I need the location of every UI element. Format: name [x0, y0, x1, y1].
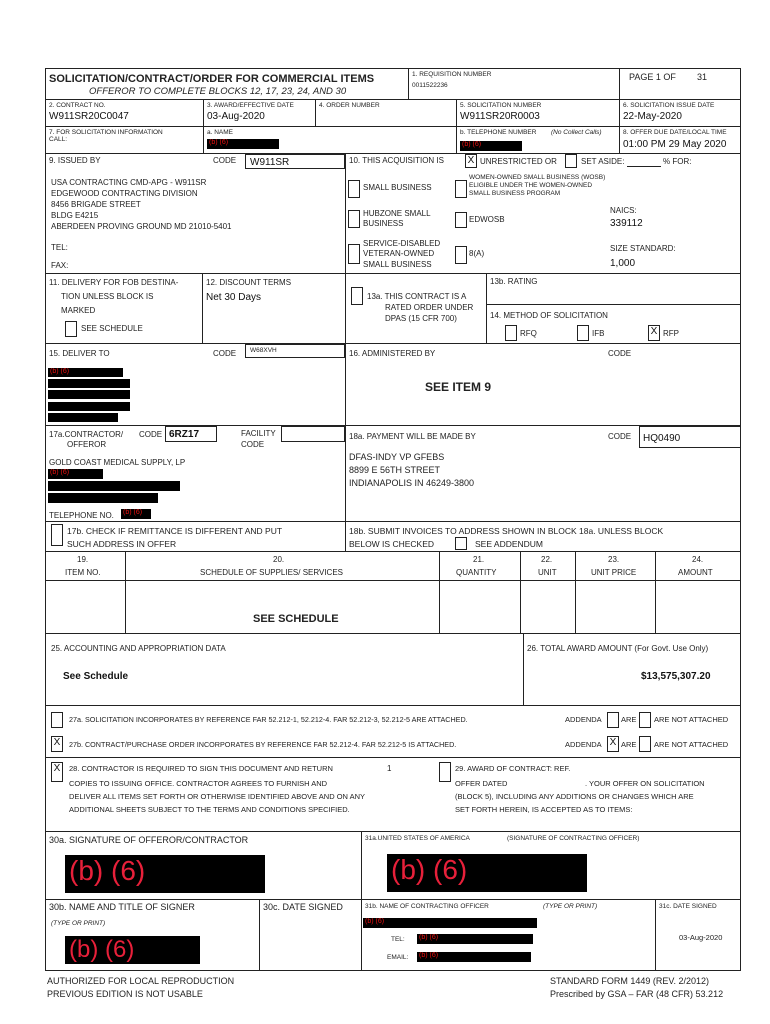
29-line-4: SET FORTH HEREIN, IS ACCEPTED AS TO ITEMS: — [455, 805, 633, 814]
issued-by-line-5: ABERDEEN PROVING GROUND MD 21010-5401 — [51, 222, 232, 231]
sdvosb-label-3: SMALL BUSINESS — [363, 260, 432, 269]
ifb-label: IFB — [592, 329, 605, 338]
phone-redaction: (b) (6) — [460, 141, 522, 151]
accounting-label: 25. ACCOUNTING AND APPROPRIATION DATA — [51, 644, 226, 653]
award-date: 03-Aug-2020 — [207, 111, 265, 122]
27a-are-not-checkbox[interactable] — [639, 712, 651, 728]
invoice-label-2: BELOW IS CHECKED — [349, 539, 435, 549]
sdvosb-label-2: VETERAN-OWNED — [363, 249, 435, 258]
size-standard-label: SIZE STANDARD: — [610, 244, 676, 253]
rfp-checkbox[interactable]: X — [648, 325, 660, 341]
usa-sig-redaction: (b) (6) — [387, 854, 587, 892]
contractor-name: GOLD COAST MEDICAL SUPPLY, LP — [49, 458, 186, 467]
delivery-label-2: TION UNLESS BLOCK IS — [61, 292, 154, 301]
payment-line-1: DFAS-INDY VP GFEBS — [349, 452, 445, 462]
hubzone-label-2: BUSINESS — [363, 219, 404, 228]
29-line-2: OFFER DATED — [455, 779, 508, 788]
method-label: 14. METHOD OF SOLICITATION — [490, 311, 608, 320]
footer-left-2: PREVIOUS EDITION IS NOT USABLE — [47, 989, 203, 999]
accounting-value: See Schedule — [63, 671, 129, 682]
col-unit-price-num: 23. — [608, 555, 620, 564]
usa-label: 31a.UNITED STATES OF AMERICA — [365, 835, 470, 842]
27a-are-not: ARE NOT ATTACHED — [654, 715, 729, 724]
date-signed-31c: 03-Aug-2020 — [679, 933, 723, 942]
schedule-see-schedule: SEE SCHEDULE — [253, 613, 339, 625]
issued-by-tel-label: TEL: — [51, 243, 68, 252]
col-amount-num: 24. — [692, 555, 704, 564]
27a-are-checkbox[interactable] — [607, 712, 619, 728]
29-line-1: 29. AWARD OF CONTRACT: REF. — [455, 764, 571, 773]
issue-date: 22-May-2020 — [623, 111, 682, 122]
eight-a-checkbox[interactable] — [455, 246, 467, 264]
name-redaction: (b) (6) — [207, 139, 279, 149]
rated-order-label-2: RATED ORDER UNDER — [385, 303, 474, 312]
rfp-label: RFP — [663, 329, 679, 338]
col-supplies-num: 20. — [273, 555, 285, 564]
rating-label: 13b. RATING — [490, 277, 538, 286]
see-schedule-checkbox[interactable] — [65, 321, 77, 337]
page-total: 31 — [697, 72, 708, 82]
issued-by-label: 9. ISSUED BY — [49, 156, 101, 165]
deliver-to-redaction-2 — [48, 379, 130, 388]
contractor-code-label: CODE — [139, 430, 163, 439]
footer-right-2: Prescribed by GSA – FAR (48 CFR) 53.212 — [550, 989, 724, 999]
contractor-label-2: OFFEROR — [67, 440, 107, 449]
usa-sig-label: (SIGNATURE OF CONTRACTING OFFICER) — [507, 835, 640, 842]
facility-label-2: CODE — [241, 440, 265, 449]
issued-by-fax-label: FAX: — [51, 261, 69, 270]
col-supplies: SCHEDULE OF SUPPLIES/ SERVICES — [200, 568, 344, 577]
telephone-label: TELEPHONE NO. — [49, 511, 114, 520]
delivery-label-1: 11. DELIVERY FOR FOB DESTINA- — [49, 278, 179, 287]
eight-a-label: 8(A) — [469, 249, 485, 258]
col-item-no: ITEM NO. — [65, 568, 101, 577]
naics-label: NAICS: — [610, 206, 637, 215]
requisition-value: 0011522236 — [412, 82, 448, 89]
addendum-checkbox[interactable] — [455, 537, 467, 550]
wosb-label-3: SMALL BUSINESS PROGRAM — [469, 190, 561, 197]
co-email-label: EMAIL: — [387, 954, 409, 961]
order-no-label: 4. ORDER NUMBER — [319, 102, 380, 109]
col-quantity-num: 21. — [473, 555, 485, 564]
27a-text: 27a. SOLICITATION INCORPORATES BY REFERENCE FAR 52.212-1, 52.212-4. FAR 52.212-3, 52.212-5 ARE ATTACHED. — [69, 715, 468, 724]
co-type-print: (TYPE OR PRINT) — [543, 903, 598, 910]
28-line-2: COPIES TO ISSUING OFFICE. CONTRACTOR AGREES TO FURNISH AND — [69, 779, 328, 788]
deliver-to-redaction-5 — [48, 413, 118, 422]
co-tel-redaction: (b) (6) — [417, 934, 533, 944]
issued-by-line-4: BLDG E4215 — [51, 211, 99, 220]
date-signed-31c-label: 31c. DATE SIGNED — [659, 903, 717, 910]
payment-line-2: 8899 E 56TH STREET — [349, 465, 441, 475]
naics-value: 339112 — [610, 218, 643, 229]
total-award-amount: $13,575,307.20 — [641, 671, 711, 682]
name-label: a. NAME — [207, 129, 234, 136]
size-standard-value: 1,000 — [610, 258, 636, 269]
29-line-3: (BLOCK 5), INCLUDING ANY ADDITIONS OR CHANGES WHICH ARE — [455, 792, 694, 801]
footer-left-1: AUTHORIZED FOR LOCAL REPRODUCTION — [47, 976, 235, 986]
solicitation-no-label: 5. SOLICITATION NUMBER — [460, 102, 542, 109]
issued-by-code-label: CODE — [213, 156, 237, 165]
edwosb-label: EDWOSB — [469, 215, 505, 224]
small-business-checkbox[interactable] — [348, 180, 360, 198]
27b-are-checkbox[interactable]: X — [607, 736, 619, 752]
discount-terms-label: 12. DISCOUNT TERMS — [206, 278, 292, 287]
date-signed-30c-label: 30c. DATE SIGNED — [263, 902, 343, 912]
discount-terms: Net 30 Days — [206, 292, 262, 303]
28-checkbox[interactable]: X — [51, 762, 63, 782]
contractor-redaction-1: (b) (6) — [48, 469, 103, 479]
delivery-label-3: MARKED — [61, 306, 96, 315]
form-subtitle: OFFEROR TO COMPLETE BLOCKS 12, 17, 23, 24, AND 30 — [89, 86, 347, 97]
info-call-label: 7. FOR SOLICITATION INFORMATION CALL: — [49, 129, 163, 143]
27a-addenda: ADDENDA — [565, 715, 602, 724]
28-line-1: 28. CONTRACTOR IS REQUIRED TO SIGN THIS DOCUMENT AND RETURN — [69, 764, 333, 773]
signer-redaction: (b) (6) — [65, 936, 200, 964]
footer-right-1: STANDARD FORM 1449 (REV. 2/2012) — [550, 976, 710, 986]
total-award-label: 26. TOTAL AWARD AMOUNT (For Govt. Use Only) — [527, 644, 709, 653]
percent-for-label: % FOR: — [663, 157, 692, 166]
set-aside-label: SET ASIDE: — [581, 157, 625, 166]
29-line-2b: . YOUR OFFER ON SOLICITATION — [585, 779, 705, 788]
payment-label: 18a. PAYMENT WILL BE MADE BY — [349, 432, 476, 441]
contractor-label-1: 17a.CONTRACTOR/ — [49, 430, 124, 439]
signer-type-print: (TYPE OR PRINT) — [51, 920, 106, 927]
27b-are-not: ARE NOT ATTACHED — [654, 740, 729, 749]
col-unit-num: 22. — [541, 555, 553, 564]
contract-no-label: 2. CONTRACT NO. — [49, 102, 106, 109]
payment-code: HQ0490 — [643, 433, 681, 444]
small-business-label: SMALL BUSINESS — [363, 183, 432, 192]
27b-checkbox[interactable]: X — [51, 736, 63, 752]
co-email-redaction: (b) (6) — [417, 952, 531, 962]
col-unit: UNIT — [538, 568, 557, 577]
payment-line-3: INDIANAPOLIS IN 46249-3800 — [349, 478, 475, 488]
administered-by-label: 16. ADMINISTERED BY — [349, 349, 436, 358]
rated-order-checkbox[interactable] — [351, 287, 363, 305]
issued-by-code: W911SR — [250, 157, 290, 168]
acquisition-label: 10. THIS ACQUISITION IS — [349, 156, 444, 165]
page-label: PAGE 1 OF — [629, 72, 676, 82]
ifb-checkbox[interactable] — [577, 325, 589, 341]
27b-text: 27b. CONTRACT/PURCHASE ORDER INCORPORATES BY REFERENCE FAR 52.212-4. FAR 52.212-5 IS ATTACHED. — [69, 740, 457, 749]
contractor-redaction-2 — [48, 481, 180, 491]
issued-by-line-2: EDGEWOOD CONTRACTING DIVISION — [51, 189, 198, 198]
payment-code-label: CODE — [608, 432, 632, 441]
unrestricted-checkbox[interactable]: X — [465, 154, 477, 168]
form-sf1449 — [45, 68, 741, 971]
contract-no: W911SR20C0047 — [49, 111, 129, 122]
sdvosb-checkbox[interactable] — [348, 244, 360, 264]
remittance-label-1: 17b. CHECK IF REMITTANCE IS DIFFERENT AND PUT — [67, 526, 283, 536]
telephone-redaction: (b) (6) — [121, 509, 151, 519]
administered-code-label: CODE — [608, 349, 632, 358]
hubzone-label-1: HUBZONE SMALL — [363, 209, 431, 218]
unrestricted-label: UNRESTRICTED OR — [480, 157, 557, 166]
deliver-to-code: W68XVH — [250, 347, 277, 354]
deliver-to-label: 15. DELIVER TO — [49, 349, 110, 358]
phone-note: (No Collect Calls) — [551, 129, 602, 136]
rated-order-label-3: DPAS (15 CFR 700) — [385, 314, 457, 323]
sig-offeror-redaction: (b) (6) — [65, 855, 265, 893]
issue-date-label: 6. SOLICITATION ISSUE DATE — [623, 102, 715, 109]
set-aside-checkbox[interactable] — [565, 154, 577, 168]
remittance-checkbox[interactable] — [51, 524, 63, 546]
deliver-to-redaction-3 — [48, 390, 130, 399]
form-title: SOLICITATION/CONTRACT/ORDER FOR COMMERCIAL ITEMS — [49, 73, 375, 85]
signer-label: 30b. NAME AND TITLE OF SIGNER — [49, 902, 195, 912]
see-schedule-label: SEE SCHEDULE — [81, 324, 143, 333]
co-name-label: 31b. NAME OF CONTRACTING OFFICER — [365, 903, 489, 910]
co-name-redaction: (b) (6) — [363, 918, 537, 928]
see-addendum-label: SEE ADDENDUM — [475, 539, 544, 549]
facility-label-1: FACILITY — [241, 429, 276, 438]
deliver-to-code-label: CODE — [213, 349, 237, 358]
rfq-checkbox[interactable] — [505, 325, 517, 341]
contractor-redaction-3 — [48, 493, 158, 503]
wosb-label-1: WOMEN-OWNED SMALL BUSINESS (WOSB) — [469, 174, 606, 181]
solicitation-no: W911SR20R0003 — [460, 111, 540, 122]
edwosb-checkbox[interactable] — [455, 212, 467, 228]
deliver-to-redaction-4 — [48, 402, 130, 411]
deliver-to-redaction: (b) (6) — [48, 368, 123, 377]
27a-are: ARE — [621, 715, 637, 724]
rfq-label: RFQ — [520, 329, 537, 338]
issued-by-line-1: USA CONTRACTING CMD-APG - W911SR — [51, 178, 207, 187]
28-line-3: DELIVER ALL ITEMS SET FORTH OR OTHERWISE IDENTIFIED ABOVE AND ON ANY — [69, 792, 366, 801]
phone-label: b. TELEPHONE NUMBER — [460, 129, 537, 136]
offer-due-label: 8. OFFER DUE DATE/LOCAL TIME — [623, 129, 727, 136]
27a-checkbox[interactable] — [51, 712, 63, 728]
col-item-no-num: 19. — [77, 555, 89, 564]
sdvosb-label-1: SERVICE-DISABLED — [363, 239, 441, 248]
award-date-label: 3. AWARD/EFFECTIVE DATE — [207, 102, 294, 109]
co-tel-label: TEL: — [391, 936, 405, 943]
28-line-4: ADDITIONAL SHEETS SUBJECT TO THE TERMS AND CONDITIONS SPECIFIED. — [69, 805, 350, 814]
wosb-checkbox[interactable] — [455, 180, 467, 198]
wosb-label-2: ELIGIBLE UNDER THE WOMEN-OWNED — [469, 182, 593, 189]
offer-due: 01:00 PM 29 May 2020 — [623, 139, 727, 150]
see-item-9: SEE ITEM 9 — [425, 380, 492, 394]
27b-are: ARE — [621, 740, 637, 749]
col-amount: AMOUNT — [678, 568, 713, 577]
rated-order-label-1: 13a. THIS CONTRACT IS A — [367, 292, 467, 301]
29-checkbox[interactable] — [439, 762, 451, 782]
col-quantity: QUANTITY — [456, 568, 497, 577]
col-unit-price: UNIT PRICE — [591, 568, 637, 577]
issued-by-line-3: 8456 BRIGADE STREET — [51, 200, 141, 209]
remittance-label-2: SUCH ADDRESS IN OFFER — [67, 539, 177, 549]
27b-addenda: ADDENDA — [565, 740, 602, 749]
27b-are-not-checkbox[interactable] — [639, 736, 651, 752]
requisition-label: 1. REQUISITION NUMBER — [412, 71, 492, 78]
sig-offeror-label: 30a. SIGNATURE OF OFFEROR/CONTRACTOR — [49, 835, 249, 845]
invoice-label-1: 18b. SUBMIT INVOICES TO ADDRESS SHOWN IN BLOCK 18a. UNLESS BLOCK — [349, 526, 664, 536]
hubzone-checkbox[interactable] — [348, 210, 360, 228]
28-copies: 1 — [387, 764, 392, 773]
contractor-code: 6RZ17 — [169, 429, 200, 440]
